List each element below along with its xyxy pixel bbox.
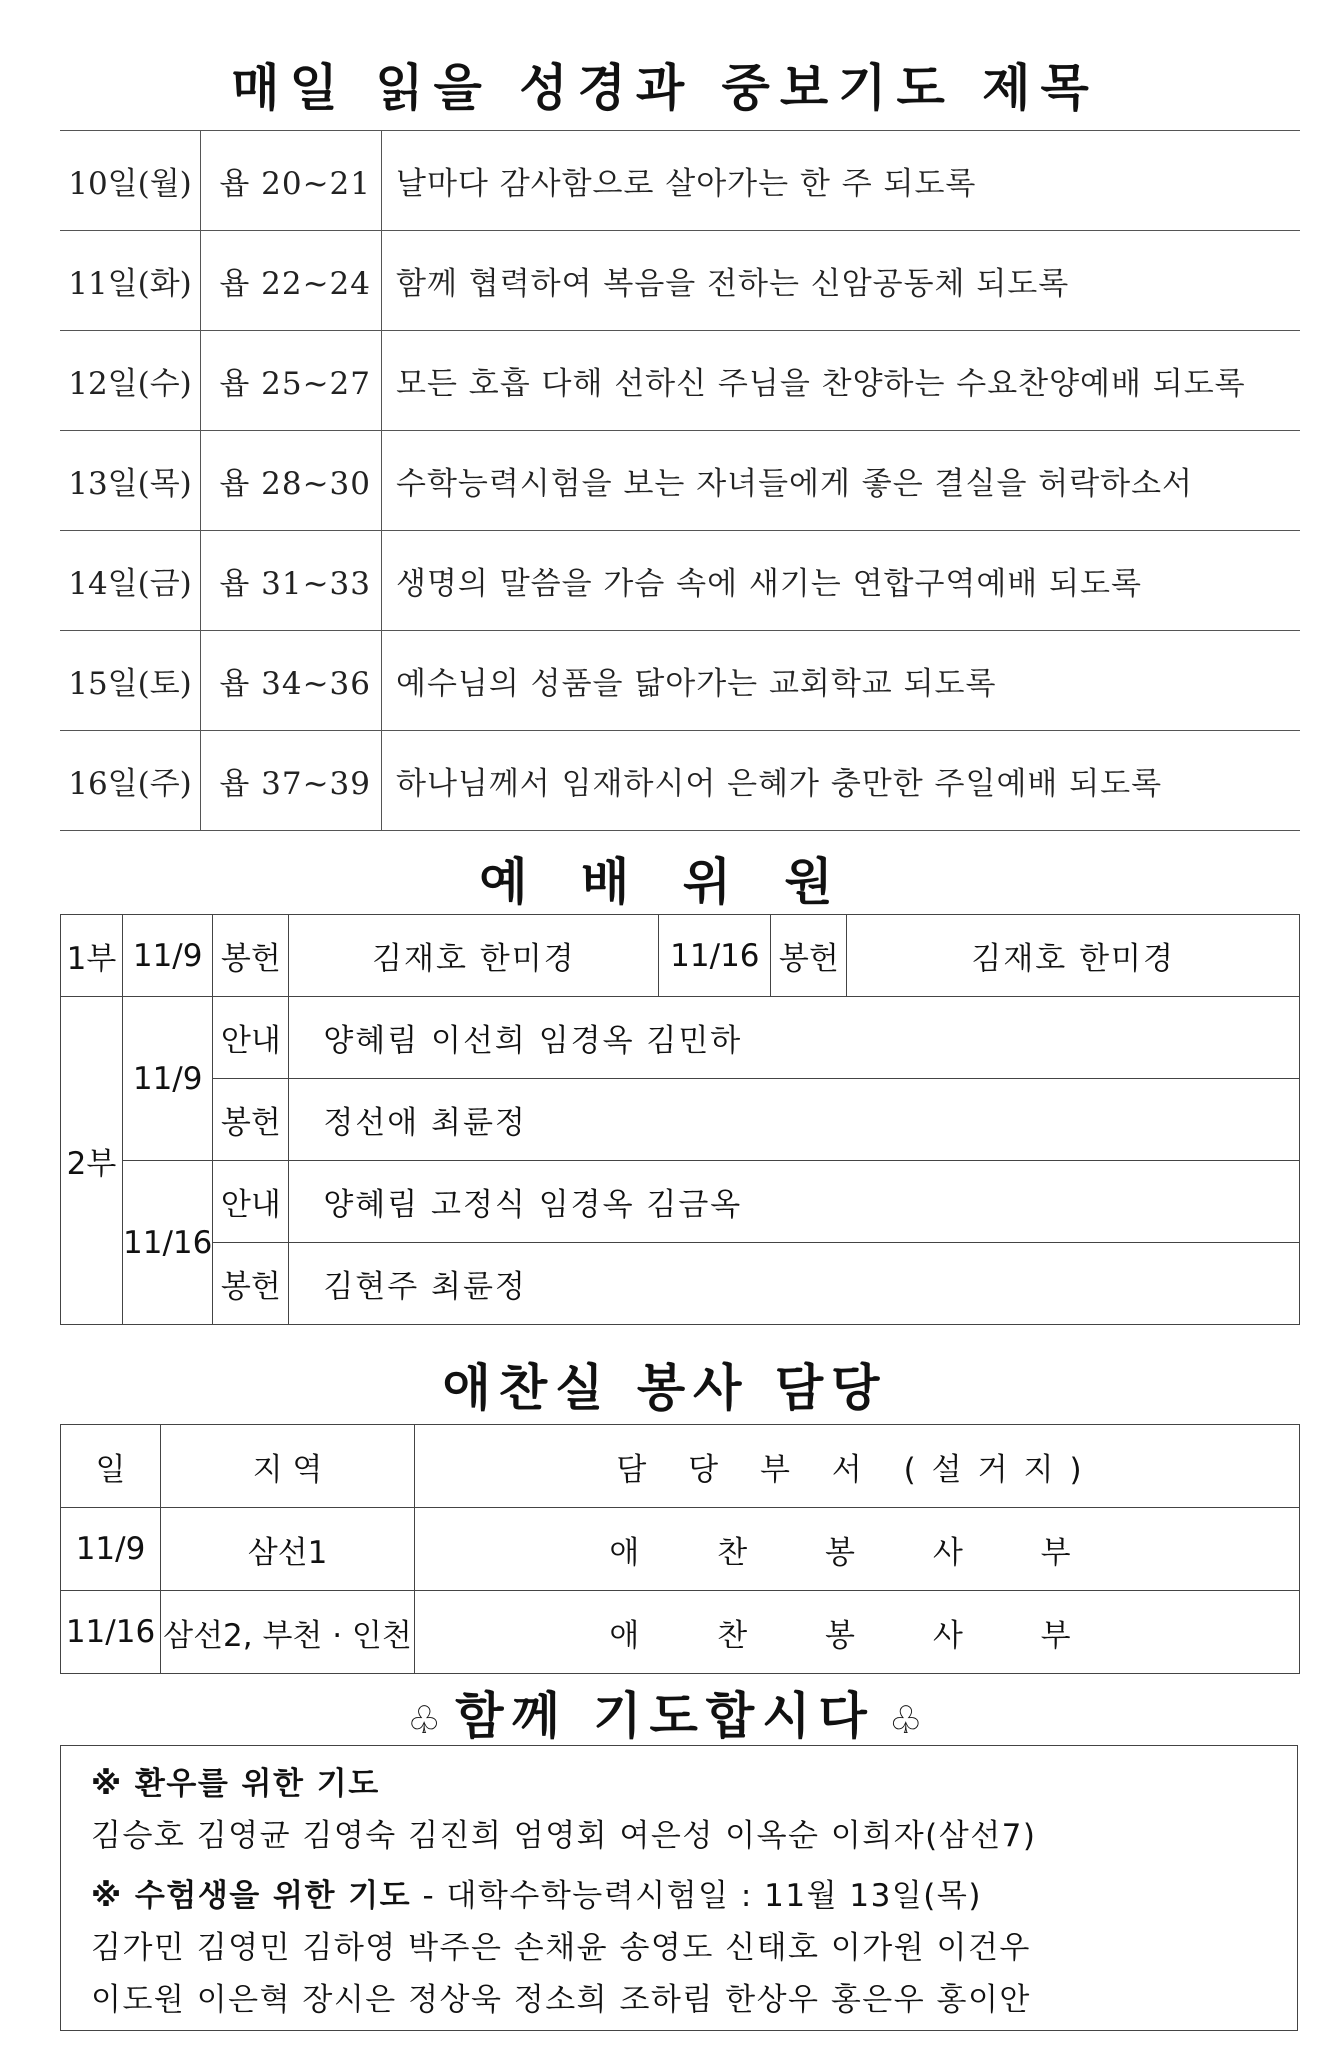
exam-prayer-names: 이도원 이은혁 장시은 정상욱 정소희 조하림 한상우 홍은우 홍이안 <box>91 1982 1031 2018</box>
prayer-topic-cell: 하나님께서 임재하시어 은혜가 충만한 주일예배 되도록 <box>382 731 1301 831</box>
region-cell: 삼선2, 부천 · 인천 <box>161 1591 415 1674</box>
pray-together-text: 함께 기도합시다 <box>455 1687 875 1745</box>
scripture-ref-cell: 욥 34~36 <box>201 631 382 731</box>
prayer-topic-cell: 모든 호흡 다해 선하신 주님을 찬양하는 수요찬양예배 되도록 <box>382 331 1301 431</box>
role-cell: 봉헌 <box>213 915 289 997</box>
prayer-topic-cell: 함께 협력하여 복음을 전하는 신암공동체 되도록 <box>382 231 1301 331</box>
bible-reading-table <box>60 130 1300 831</box>
exam-prayer-names: 김가민 김영민 김하영 박주은 손채윤 송영도 신태호 이가원 이건우 <box>91 1930 1031 1966</box>
exam-date-note: - 대학수학능력시험일 : 11월 13일(목) <box>411 1878 982 1914</box>
date-cell: 11/16 <box>659 915 771 997</box>
role-cell: 봉헌 <box>771 915 847 997</box>
date-cell: 11/9 <box>123 997 213 1161</box>
day-cell: 13일(목) <box>60 431 201 531</box>
names-cell: 김재호 한미경 <box>847 915 1300 997</box>
committee-row <box>61 1243 1300 1325</box>
sick-prayer-heading: ※ 환우를 위한 기도 <box>91 1766 380 1802</box>
dept-cell: 애 찬 봉 사 부 <box>415 1508 1300 1591</box>
prayer-topic-cell: 생명의 말씀을 가슴 속에 새기는 연합구역예배 되도록 <box>382 531 1301 631</box>
scripture-ref-cell: 욥 22~24 <box>201 231 382 331</box>
bible-row <box>60 631 1300 731</box>
kitchen-service-title: 애찬실 봉사 담당 <box>442 1359 888 1417</box>
day-cell: 10일(월) <box>60 131 201 231</box>
role-cell: 봉헌 <box>213 1243 289 1325</box>
scripture-ref-cell: 욥 25~27 <box>201 331 382 431</box>
kitchen-row <box>61 1591 1300 1674</box>
region-cell: 삼선1 <box>161 1508 415 1591</box>
bible-row <box>60 731 1300 831</box>
role-cell: 안내 <box>213 997 289 1079</box>
exam-prayer-heading-line <box>91 1870 1297 1922</box>
kitchen-row <box>61 1508 1300 1591</box>
ornament-right-icon: ♧ <box>888 1697 923 1742</box>
kitchen-header-row <box>61 1425 1300 1508</box>
committee-row <box>61 1161 1300 1243</box>
header-day: 일 <box>61 1425 161 1508</box>
bible-row <box>60 331 1300 431</box>
header-dept: 담 당 부 서 (설거지) <box>415 1425 1300 1508</box>
part-label: 2부 <box>61 997 123 1325</box>
sick-prayer-names: 김승호 김영균 김영숙 김진희 엄영회 여은성 이옥순 이희자(삼선7) <box>91 1818 1037 1854</box>
prayer-box <box>60 1745 1298 2031</box>
prayer-topic-cell: 예수님의 성품을 닮아가는 교회학교 되도록 <box>382 631 1301 731</box>
ornament-left-icon: ♧ <box>407 1697 442 1742</box>
kitchen-service-table <box>60 1424 1300 1674</box>
bible-row <box>60 431 1300 531</box>
committee-row <box>61 1079 1300 1161</box>
worship-committee-title: 예 배 위 원 <box>479 853 851 911</box>
prayer-topic-cell: 수학능력시험을 보는 자녀들에게 좋은 결실을 허락하소서 <box>382 431 1301 531</box>
day-cell: 14일(금) <box>60 531 201 631</box>
date-cell: 11/16 <box>123 1161 213 1325</box>
scripture-ref-cell: 욥 37~39 <box>201 731 382 831</box>
part-label: 1부 <box>61 915 123 997</box>
committee-row <box>61 997 1300 1079</box>
names-cell: 김재호 한미경 <box>289 915 659 997</box>
day-cell: 11/9 <box>61 1508 161 1591</box>
prayer-topic-cell: 날마다 감사함으로 살아가는 한 주 되도록 <box>382 131 1301 231</box>
day-cell: 11/16 <box>61 1591 161 1674</box>
names-cell: 김현주 최륜정 <box>289 1243 1300 1325</box>
bible-reading-title: 매일 읽을 성경과 중보기도 제목 <box>231 59 1099 117</box>
day-cell: 12일(수) <box>60 331 201 431</box>
dept-cell: 애 찬 봉 사 부 <box>415 1591 1300 1674</box>
date-cell: 11/9 <box>123 915 213 997</box>
scripture-ref-cell: 욥 20~21 <box>201 131 382 231</box>
scripture-ref-cell: 욥 31~33 <box>201 531 382 631</box>
day-cell: 11일(화) <box>60 231 201 331</box>
exam-prayer-heading: ※ 수험생을 위한 기도 <box>91 1878 412 1914</box>
pray-together-title <box>0 1676 1330 1748</box>
day-cell: 15일(토) <box>60 631 201 731</box>
scripture-ref-cell: 욥 28~30 <box>201 431 382 531</box>
names-cell: 양혜림 고정식 임경옥 김금옥 <box>289 1161 1300 1243</box>
role-cell: 안내 <box>213 1161 289 1243</box>
bible-row <box>60 131 1300 231</box>
names-cell: 양혜림 이선희 임경옥 김민하 <box>289 997 1300 1079</box>
names-cell: 정선애 최륜정 <box>289 1079 1300 1161</box>
header-region: 지 역 <box>161 1425 415 1508</box>
committee-row-part1 <box>61 915 1300 997</box>
worship-committee-table <box>60 914 1300 1325</box>
bible-row <box>60 531 1300 631</box>
bible-row <box>60 231 1300 331</box>
day-cell: 16일(주) <box>60 731 201 831</box>
role-cell: 봉헌 <box>213 1079 289 1161</box>
